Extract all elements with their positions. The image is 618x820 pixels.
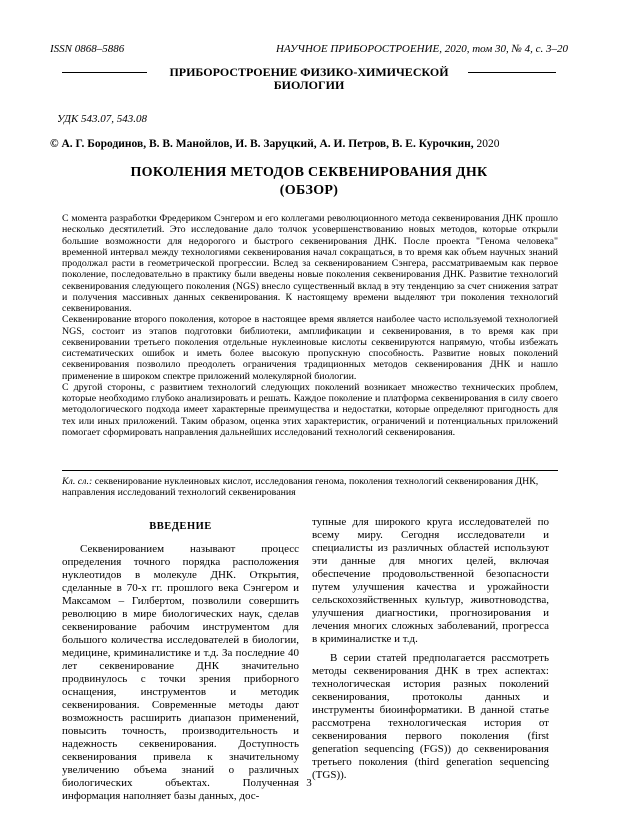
keywords-label: Кл. сл.:	[62, 476, 93, 487]
body-column-left	[62, 520, 299, 803]
abstract-paragraph: Секвенирование второго поколения, которое в настоящее время является наиболее часто используемой технологией NGS, состоит из этапов подготовки библиотеки, амплификации и секвенирования, в то время как при секвенировании третьего поколения отдельные нуклеиновые кислоты секвенируются напрямую, чтобы избежать систематических ошибок и иметь более высокую пропускную способность. Развитие новых поколений секвенирования позволило преодолеть ограничения традиционных методов секвенирования ДНК и нашло применение в широком спектре приложений молекулярной биологии.	[62, 314, 558, 382]
body-paragraph: Секвенированием называют процесс определения точного порядка расположения нуклеотидов в молекуле ДНК. Открытия, сделанные в 70-х гг. прошлого века Сэнгером и Максамом – Гилбертом, позволили совершить революцию в мире биологических наук, сделав секвенирование рабочим инструментом для большого количества исследователей в биологии, медицине, криминалистике и т.д. За последние 40 лет секвенирование ДНК значительно продвинулось с точки зрения приборного оснащения, инструментов и методик секвенирования. Современные методы дают возможность расширить диапазон применений, повысить точность, производительность и надежность секвенирования. Доступность секвенирования привела к значительному увеличению объема знаний о различных биологических объектах. Полученная информация наполняет базы данных, дос-	[62, 543, 299, 802]
article-title	[100, 164, 518, 200]
author-list	[50, 138, 568, 150]
journal-citation: НАУЧНОЕ ПРИБОРОСТРОЕНИЕ, 2020, том 30, № 4, c. 3–20	[276, 43, 568, 55]
section-title: ПРИБОРОСТРОЕНИЕ ФИЗИКО-ХИМИЧЕСКОЙ БИОЛОГИИ	[169, 65, 449, 92]
udk-code: УДК 543.07, 543.08	[57, 113, 148, 125]
section-rule-left	[62, 72, 147, 73]
issn-label: ISSN 0868–5886	[50, 43, 125, 55]
keywords-divider	[62, 470, 558, 471]
section-rule-right	[468, 72, 556, 73]
publication-year: 2020	[476, 138, 500, 150]
introduction-heading: ВВЕДЕНИЕ	[149, 521, 212, 532]
abstract-paragraph: С другой стороны, с развитием технологий следующих поколений возникает множество технических проблем, которые необходимо глубоко анализировать и решать. Каждое поколение и платформа секвенирования в силу своего методологического подхода имеет характерные преимущества и недостатки, которые определяют пригодность для тех или иных приложений. Таким образом, оценка этих характеристик, ограничений и потенциальных приложений помогает сформировать направления дальнейших исследований технологий секвенирования.	[62, 381, 558, 438]
body-paragraph: В серии статей предполагается рассмотреть методы секвенирования ДНК в трех аспектах: технологическая история разных поколений секвенирования, протоколы данных и инструменты биоинформатики. В данной статье рассмотрена технологическая история от секвенирования первого поколения (first generation sequencing (FGS)) до секвенирования третьего поколения (third generation sequencing (TGS)).	[312, 652, 549, 781]
running-header	[50, 43, 568, 55]
abstract-paragraph: С момента разработки Фредериком Сэнгером и его коллегами революционного метода секвенирования ДНК прошло несколько десятилетий. Это исследование дало толчок усовершенствованию новых методов, которые открыли большие возможности для недорогого и быстрого секвенирования ДНК. После проекта "Генома человека" временной интервал между технологиями секвенирования начал сокращаться, в то время как объем научных знаний продолжал расти в геометрической прогрессии. Вслед за секвенированием Сэнгера, рассматриваемым как первое поколение, последовательно в практику были введены новые поколения секвенирования ДНК. Развитие технологий секвенирования следующего поколения (NGS) внесло существенный вклад в эту тенденцию за счет снижения затрат и получения массивных данных секвенирования. К настоящему времени выделяют три поколения технологий секвенирования.	[62, 213, 558, 314]
article-title-main: ПОКОЛЕНИЯ МЕТОДОВ СЕКВЕНИРОВАНИЯ ДНК	[130, 165, 488, 180]
body-column-right	[312, 516, 549, 782]
article-title-sub: (ОБЗОР)	[279, 183, 339, 198]
body-paragraph: тупные для широкого круга исследователей по всему миру. Сегодня исследователи и специалисты из различных областей используют эти данные для многих целей, включая обеспечение продовольственной безопасности путем улучшения качества и урожайности сельскохозяйственных культур, животноводства, улучшения диагностики, прогнозирования и лечения многих сложных заболеваний, прогресса в криминалистке и т.д.	[312, 516, 549, 645]
author-names: © А. Г. Бородинов, В. В. Манойлов, И. В. Заруцкий, А. И. Петров, В. Е. Курочкин,	[50, 138, 474, 150]
keywords-text: секвенирование нуклеиновых кислот, исследования генома, поколения технологий секвенирования ДНК, направления исследований технологий секвенирования	[62, 476, 539, 499]
page-number: 3	[306, 777, 312, 789]
abstract	[62, 213, 558, 438]
keywords	[62, 476, 558, 499]
